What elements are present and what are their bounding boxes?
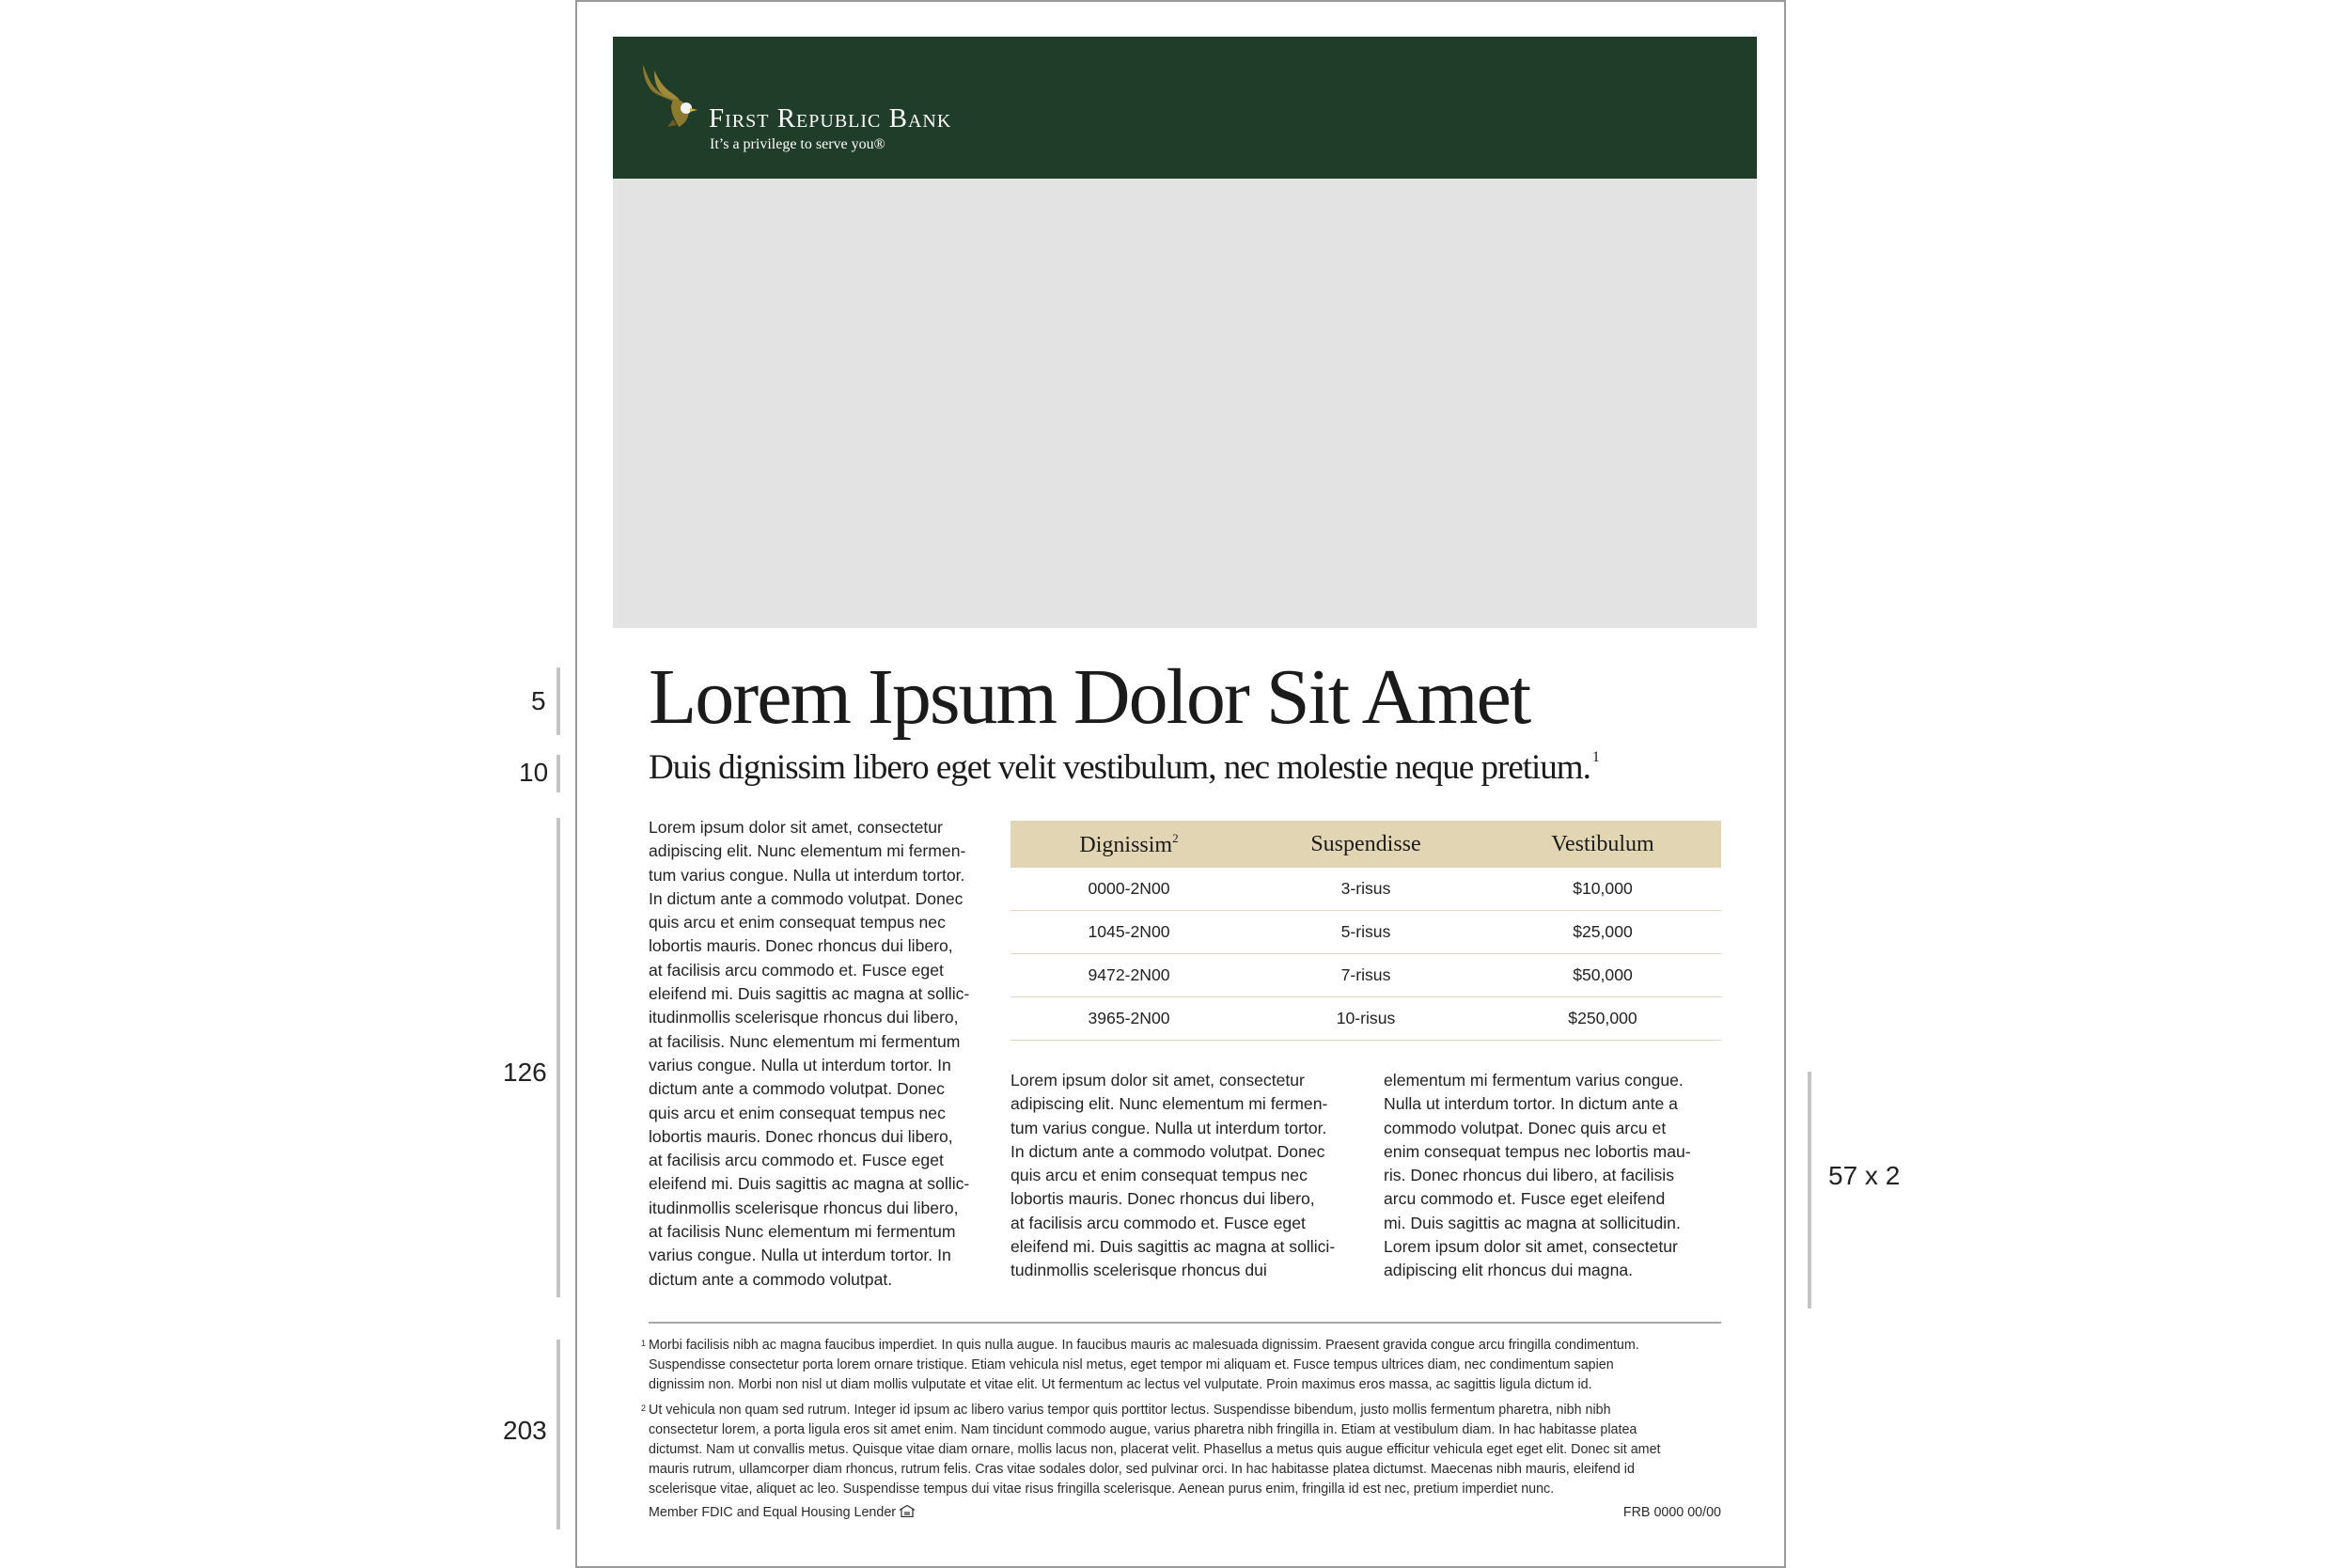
text-line: tum varius congue. Nulla ut interdum tortor. [649, 865, 965, 885]
spec-label-headline: 5 [531, 686, 546, 715]
spec-bar-headline [556, 667, 560, 735]
text-line: quis arcu et enim consequat tempus nec [649, 1103, 946, 1122]
text-line: at facilisis. Nunc elementum mi fermentum [649, 1031, 961, 1051]
footnote-line: Ut vehicula non quam sed rutrum. Integer id ipsum ac libero varius tempor quis porttitor lectus. Suspendisse bibendum, justo mollis fermentum pharetra, nibh nibh [649, 1403, 1611, 1418]
table-row [1010, 911, 1721, 954]
eagle-logo-icon [635, 61, 703, 129]
footnote-marker: 1 [641, 1339, 647, 1348]
right-body-column [1384, 1069, 1741, 1283]
text-line: at facilisis arcu commodo et. Fusce eget [1010, 1213, 1306, 1232]
table-cell: 10-risus [1247, 997, 1484, 1041]
subtitle-text: Duis dignissim libero eget velit vestibulum, nec molestie neque pretium. [649, 748, 1590, 787]
column-header-label: Dignissim [1079, 832, 1173, 857]
fdic-text: Member FDIC and Equal Housing Lender [649, 1505, 897, 1520]
text-line: eleifend mi. Duis sagittis ac magna at sollic- [649, 1174, 970, 1194]
footnote-line: consectetur lorem, a porta ligula eros sit amet enim. Nam tincidunt commodo augue, varius pharetra nibh fringilla in. Etiam at vestibulum diam. In hac habitasse platea [649, 1422, 1637, 1437]
table-row [1010, 954, 1721, 997]
table-cell: 9472-2N00 [1010, 954, 1247, 997]
text-line: adipiscing elit. Nunc elementum mi fermen- [1010, 1094, 1328, 1114]
footnote-divider [649, 1322, 1721, 1324]
page-subtitle [649, 750, 1599, 785]
page-title: Lorem Ipsum Dolor Sit Amet [649, 653, 1530, 741]
text-line: adipiscing elit. Nunc elementum mi fermen- [649, 841, 966, 861]
text-line: eleifend mi. Duis sagittis ac magna at sollici- [1010, 1237, 1336, 1257]
text-line: Lorem ipsum dolor sit amet, consectetur [649, 818, 943, 837]
table-cell: 3965-2N00 [1010, 997, 1247, 1041]
left-body-column [649, 816, 996, 1292]
text-line: lobortis mauris. Donec rhoncus dui libero, [1010, 1189, 1315, 1209]
table-cell: 5-risus [1247, 911, 1484, 954]
spec-bar-columns [1808, 1072, 1811, 1309]
table-cell: 3-risus [1247, 868, 1484, 911]
footnote-1 [641, 1336, 1721, 1395]
text-line: adipiscing elit rhoncus dui magna. [1384, 1261, 1634, 1280]
footnote-ref-2: 2 [1172, 830, 1179, 845]
text-line: tudinmollis scelerisque rhoncus dui [1010, 1261, 1267, 1280]
text-line: enim consequat tempus nec lobortis mau- [1384, 1141, 1691, 1161]
footnote-ref-1: 1 [1591, 749, 1599, 765]
text-line: Lorem ipsum dolor sit amet, consectetur [1010, 1071, 1305, 1090]
text-line: Lorem ipsum dolor sit amet, consectetur [1384, 1237, 1678, 1257]
table-cell: $25,000 [1484, 911, 1721, 954]
column-header-suspendisse: Suspendisse [1247, 821, 1484, 868]
table-row [1010, 868, 1721, 911]
spec-label-footnotes: 203 [503, 1416, 547, 1445]
footnote-2 [641, 1401, 1721, 1499]
text-line: ris. Donec rhoncus dui libero, at facilisis [1384, 1166, 1674, 1185]
text-line: eleifend mi. Duis sagittis ac magna at sollic- [649, 984, 970, 1004]
table-cell: 1045-2N00 [1010, 911, 1247, 954]
table-header-row [1010, 821, 1721, 868]
text-line: dictum ante a commodo volutpat. Donec [649, 1079, 945, 1099]
text-line: arcu commodo et. Fusce eget eleifend [1384, 1189, 1666, 1209]
document-code: FRB 0000 00/00 [1622, 1505, 1721, 1520]
column-header-dignissim [1010, 821, 1247, 868]
spec-bar-subhead [556, 755, 560, 792]
spec-label-body: 126 [503, 1058, 547, 1087]
spec-label-columns: 57 x 2 [1828, 1161, 1901, 1190]
footnote-line: Suspendisse consectetur porta lorem ornare tristique. Etiam vehicula nisl metus, eget tempor mi aliquam et. Fusce tempus ultrices diam, nec condimentum sapien [649, 1357, 1614, 1372]
table-cell: 0000-2N00 [1010, 868, 1247, 911]
table-cell: $250,000 [1484, 997, 1721, 1041]
text-line: mi. Duis sagittis ac magna at sollicitudin. [1384, 1213, 1681, 1232]
table-cell: 7-risus [1247, 954, 1484, 997]
text-line: itudinmollis scelerisque rhoncus dui libero, [649, 1198, 959, 1217]
table-row [1010, 997, 1721, 1041]
text-line: lobortis mauris. Donec rhoncus dui libero, [649, 936, 953, 956]
footnote-line: dignissim non. Morbi non nisl ut diam mollis vulputate et vitae elit. Ut fermentum ac lectus vel vulputate. Proin maximus eros massa, ac sagittis ligula dictum id. [649, 1377, 1592, 1392]
hero-image-placeholder [613, 179, 1757, 628]
text-line: commodo volutpat. Donec quis arcu et [1384, 1118, 1667, 1137]
spec-label-subhead: 10 [519, 758, 549, 787]
text-line: tum varius congue. Nulla ut interdum tortor. [1010, 1118, 1327, 1137]
footnote-marker: 2 [641, 1403, 647, 1413]
text-line: at facilisis arcu commodo et. Fusce eget [649, 1151, 944, 1170]
footnote-line: Morbi facilisis nibh ac magna faucibus imperdiet. In quis nulla augue. In faucibus mauris ac malesuada dignissim. Praesent gravida congue arcu fringilla condimentum. [649, 1338, 1639, 1353]
footnote-line: scelerisque vitae, aliquet ac leo. Suspendisse tempus dui vitae risus fringilla scelerisque. Aenean purus enim, fringilla id est nec, pretium imperdiet nunc. [649, 1482, 1555, 1497]
text-line: quis arcu et enim consequat tempus nec [1010, 1166, 1308, 1185]
footnote-line: dictumst. Nam ut convallis metus. Quisque vitae diam ornare, mollis lacus non, placerat velit. Phasellus a metus quis augue efficitur vehicula eget eget elit. Donec sit amet [649, 1442, 1661, 1457]
middle-body-column [1010, 1069, 1368, 1283]
column-header-vestibulum: Vestibulum [1484, 821, 1721, 868]
text-line: dictum ante a commodo volutpat. [649, 1269, 893, 1289]
text-line: Nulla ut interdum tortor. In dictum ante a [1384, 1094, 1678, 1114]
text-line: In dictum ante a commodo volutpat. Donec [649, 888, 964, 908]
bank-tagline: It’s a privilege to serve you® [710, 136, 885, 152]
text-line: varius congue. Nulla ut interdum tortor. In [649, 1055, 951, 1074]
text-line: elementum mi fermentum varius congue. [1384, 1071, 1684, 1090]
table-cell: $50,000 [1484, 954, 1721, 997]
text-line: quis arcu et enim consequat tempus nec [649, 913, 946, 933]
bank-name: First Republic Bank [709, 103, 952, 133]
text-line: at facilisis Nunc elementum mi fermentum [649, 1222, 956, 1242]
footnote-line: mauris rutrum, ullamcorper diam rhoncus, rutrum felis. Cras vitae sodales dolor, sed pulvinar orci. In hac habitasse platea dictumst. Maecenas nibh mauris, eleifend id [649, 1462, 1635, 1477]
table-cell: $10,000 [1484, 868, 1721, 911]
text-line: lobortis mauris. Donec rhoncus dui libero, [649, 1126, 953, 1146]
header-band [613, 37, 1757, 179]
text-line: at facilisis arcu commodo et. Fusce eget [649, 960, 944, 980]
text-line: itudinmollis scelerisque rhoncus dui libero, [649, 1008, 959, 1027]
text-line: varius congue. Nulla ut interdum tortor. In [649, 1246, 951, 1265]
fdic-disclosure [649, 1505, 915, 1520]
rate-table [1010, 821, 1721, 1041]
spec-bar-body [556, 818, 560, 1297]
equal-housing-icon [900, 1505, 915, 1517]
spec-bar-footnotes [556, 1340, 560, 1529]
text-line: In dictum ante a commodo volutpat. Donec [1010, 1141, 1325, 1161]
